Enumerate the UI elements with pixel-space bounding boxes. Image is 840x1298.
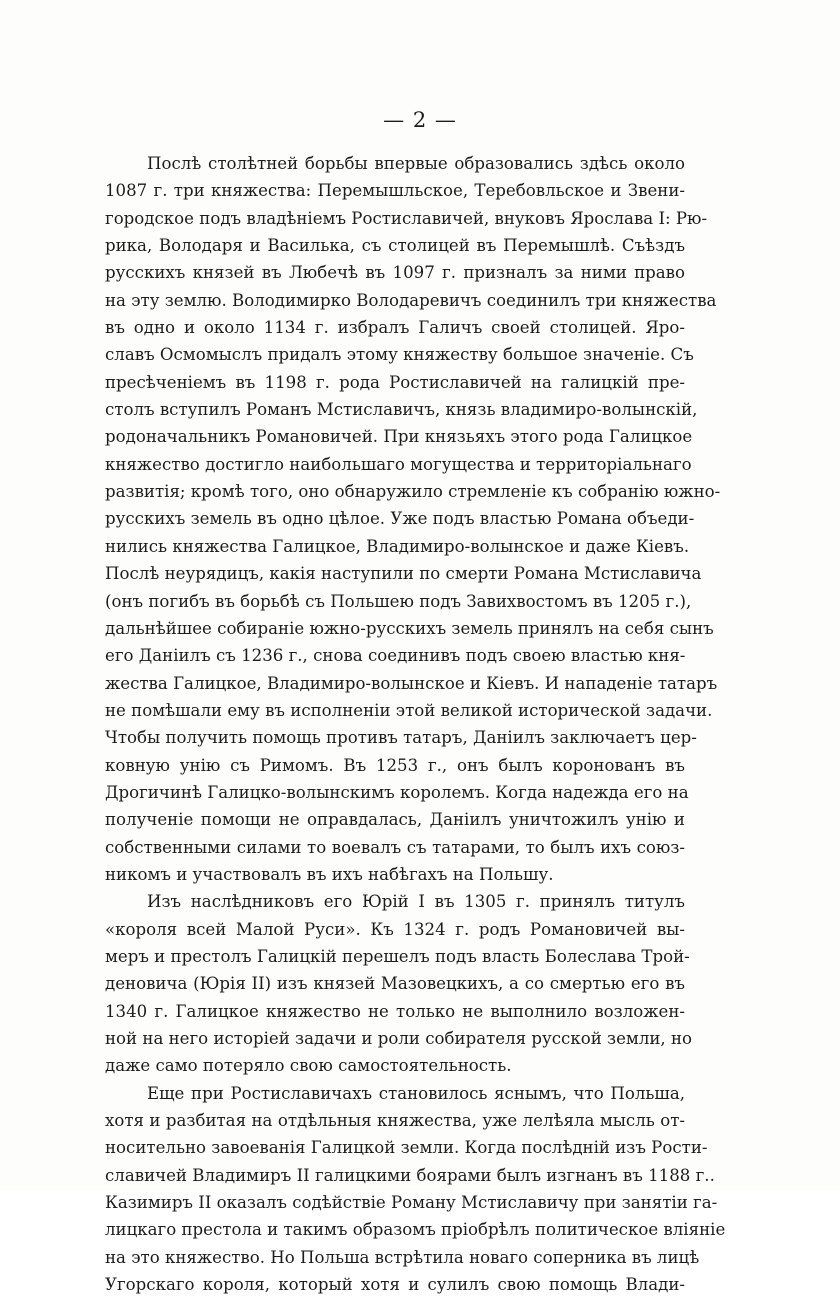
text-line: на это княжество. Но Польша встрѣтила новаго соперника въ лицѣ bbox=[105, 1247, 700, 1267]
text-line: на эту землю. Володимирко Володаревичъ соединилъ три княжества bbox=[105, 290, 717, 310]
text-line: меръ и престолъ Галицкій перешелъ подъ власть Болеслава Трой- bbox=[105, 946, 690, 966]
text-line: пресѣченіемъ въ 1198 г. рода Ростиславичей на галицкій пре- bbox=[105, 372, 685, 392]
text-line: нились княжества Галицкое, Владимиро-волынское и даже Кіевъ. bbox=[105, 536, 690, 556]
text-line: родоначальникъ Романовичей. При князьяхъ этого рода Галицкое bbox=[105, 427, 693, 447]
text-line: Угорскаго короля, который хотя и сулилъ свою помощь Влади- bbox=[105, 1275, 685, 1295]
text-line: рика, Володаря и Василька, съ столицей въ Перемышлѣ. Съѣздъ bbox=[105, 236, 685, 256]
text-line: Чтобы получить помощь противъ татаръ, Даніилъ заключаетъ цер- bbox=[105, 728, 697, 748]
text-line: русскихъ князей въ Любечѣ въ 1097 г. призналъ за ними право bbox=[105, 263, 685, 283]
text-line: въ одно и около 1134 г. избралъ Галичъ своей столицей. Яро- bbox=[105, 318, 685, 338]
text-line: собственными силами то воевалъ съ татарами, то былъ ихъ союз- bbox=[105, 837, 685, 857]
text-line: Еще при Ростиславичахъ становилось яснымъ, что Польша, bbox=[147, 1083, 685, 1103]
text-line: 1087 г. три княжества: Перемышльское, Теребовльское и Звени- bbox=[105, 181, 685, 201]
text-line: полученіе помощи не оправдалась, Даніилъ уничтожилъ унію и bbox=[105, 810, 685, 830]
text-line: жества Галицкое, Владимиро-волынское и Кіевъ. И нападеніе татаръ bbox=[105, 673, 718, 693]
text-line: его Даніилъ съ 1236 г., снова соединивъ подъ своею властью кня- bbox=[105, 646, 686, 666]
text-line: развитія; кромѣ того, оно обнаружило стремленіе къ собранію южно- bbox=[105, 482, 721, 502]
text-line: Изъ наслѣдниковъ его Юрій I въ 1305 г. принялъ титулъ bbox=[147, 892, 685, 912]
text-line: Казимиръ II оказалъ содѣйствіе Роману Мстиславичу при занятіи га- bbox=[105, 1193, 718, 1213]
text-line: «короля всей Малой Руси». Къ 1324 г. родъ Романовичей вы- bbox=[105, 919, 685, 939]
text-line: хотя и разбитая на отдѣльныя княжества, уже лелѣяла мысль от- bbox=[105, 1111, 685, 1131]
text-line: лицкаго престола и такимъ образомъ пріобрѣлъ политическое вліяніе bbox=[105, 1220, 726, 1240]
text-line: деновича (Юрія II) изъ князей Мазовецкихъ, а со смертью его въ bbox=[105, 974, 685, 994]
text-line: Послѣ столѣтней борьбы впервые образовались здѣсь около bbox=[147, 154, 685, 173]
text-line: не помѣшали ему въ исполненіи этой великой исторической задачи. bbox=[105, 700, 713, 720]
text-line: славъ Осмомыслъ придалъ этому княжеству большое значеніе. Съ bbox=[105, 345, 694, 365]
text-line: ной на него исторіей задачи и роли собирателя русской земли, но bbox=[105, 1029, 693, 1048]
text-line: княжество достигло наибольшаго могущества и территоріальнаго bbox=[105, 454, 692, 474]
text-line: (онъ погибъ въ борьбѣ съ Польшею подъ Завихвостомъ въ 1205 г.), bbox=[105, 591, 692, 611]
text-line: даже само потеряло свою самостоятельность. bbox=[105, 1056, 512, 1076]
text-line: Послѣ неурядицъ, какія наступили по смерти Романа Мстиславича bbox=[105, 564, 702, 584]
text-line: носительно завоеванія Галицкой земли. Когда послѣдній изъ Рости- bbox=[105, 1138, 708, 1158]
text-line: городское подъ владѣніемъ Ростиславичей, внуковъ Ярослава I: Рю- bbox=[105, 208, 708, 228]
text-line: русскихъ земель въ одно цѣлое. Уже подъ властью Романа объеди- bbox=[105, 509, 695, 529]
page-number: — 2 — bbox=[383, 108, 457, 132]
text-line: дальнѣйшее собираніе южно-русскихъ земель принялъ на себя сынъ bbox=[105, 618, 714, 638]
text-line: ковную унію съ Римомъ. Въ 1253 г., онъ былъ коронованъ въ bbox=[105, 755, 685, 775]
text-line: столъ вступилъ Романъ Мстиславичъ, князь владимиро-волынскій, bbox=[105, 400, 698, 420]
text-line: 1340 г. Галицкое княжество не только не выполнило возложен- bbox=[105, 1001, 685, 1021]
text-line: Дрогичинѣ Галицко-волынскимъ королемъ. Когда надежда его на bbox=[105, 782, 689, 802]
text-line: никомъ и участвовалъ въ ихъ набѣгахъ на Польшу. bbox=[105, 864, 554, 884]
page-text-block bbox=[105, 150, 726, 1298]
text-line: славичей Владимиръ II галицкими боярами былъ изгнанъ въ 1188 г.. bbox=[105, 1165, 715, 1185]
